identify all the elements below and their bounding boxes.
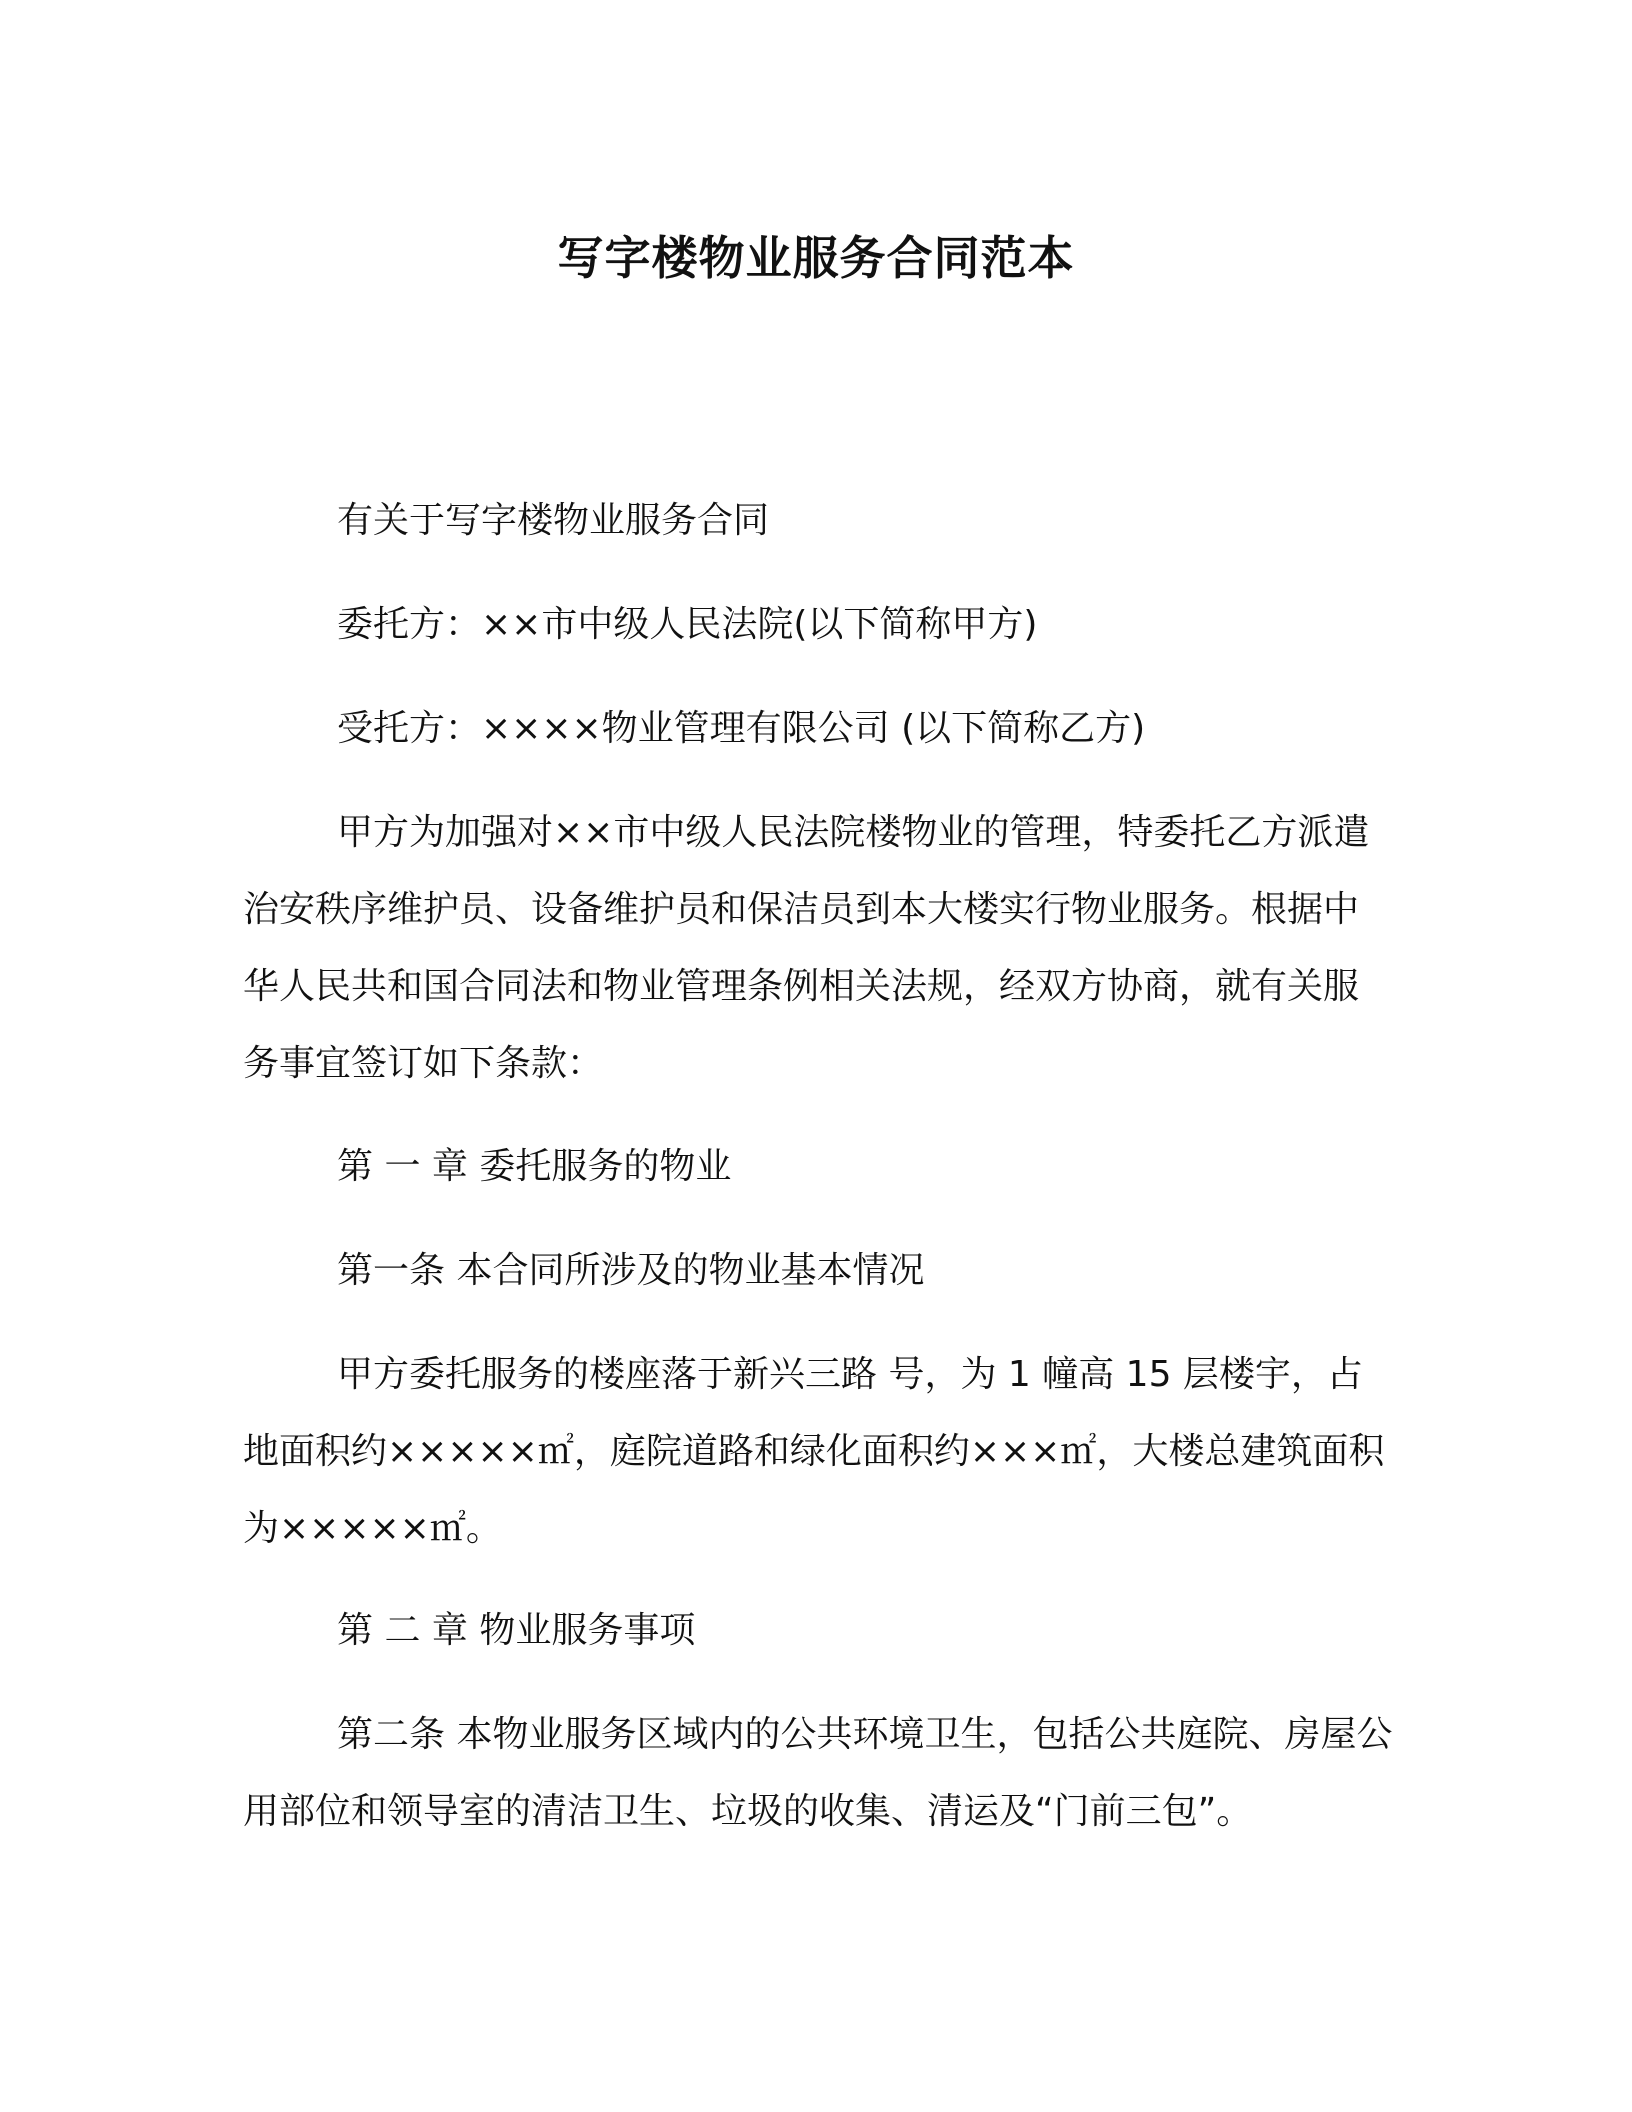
article-1-heading: 第一条 本合同所涉及的物业基本情况 — [337, 1250, 925, 1291]
contract-heading: 有关于写字楼物业服务合同 — [337, 500, 770, 541]
chapter-1-heading: 第 一 章 委托服务的物业 — [337, 1146, 732, 1187]
document-title: 写字楼物业服务合同范本 — [557, 231, 1075, 285]
principal-party: 委托方：××市中级人民法院(以下简称甲方) — [337, 604, 1038, 645]
article-2-body: 第二条 本物业服务区域内的公共环境卫生，包括公共庭院、房屋公用部位和领导室的清洁卫生、垃圾的收集、清运及“门前三包”。 — [243, 1714, 1393, 1832]
preamble-paragraph: 甲方为加强对××市中级人民法院楼物业的管理，特委托乙方派遣治安秩序维护员、设备维护员和保洁员到本大楼实行物业服务。根据中华人民共和国合同法和物业管理条例相关法规，经双方协商，就有关服务事宜签订如下条款： — [243, 812, 1370, 1084]
agent-party: 受托方：××××物业管理有限公司 (以下简称乙方) — [337, 708, 1146, 749]
article-1-body: 甲方委托服务的楼座落于新兴三路 号，为 1 幢高 15 层楼宇，占地面积约×××××㎡，庭院道路和绿化面积约×××㎡，大楼总建筑面积为×××××㎡。 — [243, 1354, 1385, 1549]
chapter-2-heading: 第 二 章 物业服务事项 — [337, 1610, 696, 1651]
